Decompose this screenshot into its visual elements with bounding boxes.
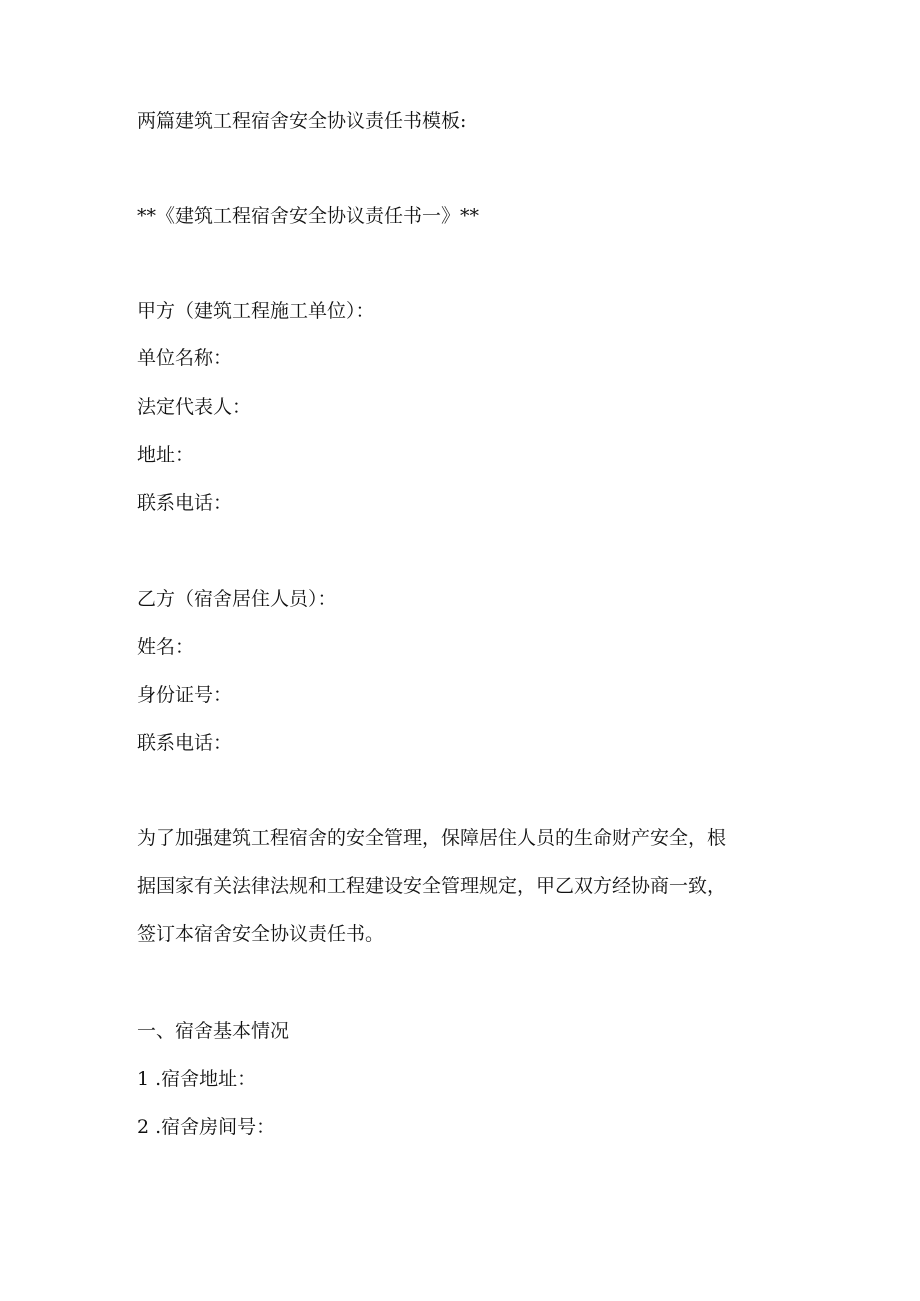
document-subtitle: **《建筑工程宿舍安全协议责任书一》** xyxy=(137,205,480,227)
section-1-item-address: 1 .宿舍地址： xyxy=(137,1068,257,1090)
party-a-heading: 甲方（建筑工程施工单位）： xyxy=(137,300,375,322)
party-a-field-unit-name: 单位名称： xyxy=(137,347,233,369)
section-1-heading: 一、宿舍基本情况 xyxy=(137,1020,290,1042)
party-b-field-name: 姓名： xyxy=(137,636,195,658)
intro-line: 为了加强建筑工程宿舍的安全管理，保障居住人员的生命财产安全，根 xyxy=(137,827,727,849)
section-1-item-room-number: 2 .宿舍房间号： xyxy=(137,1116,276,1138)
document-title: 两篇建筑工程宿舍安全协议责任书模板: xyxy=(137,110,467,132)
party-a-field-legal-rep: 法定代表人： xyxy=(137,396,252,418)
party-b-field-phone: 联系电话： xyxy=(137,732,233,754)
party-b-heading: 乙方（宿舍居住人员）： xyxy=(137,588,337,610)
party-b-field-id-number: 身份证号： xyxy=(137,684,233,706)
party-a-field-phone: 联系电话： xyxy=(137,492,233,514)
intro-line: 签订本宿舍安全协议责任书。 xyxy=(137,923,385,945)
intro-paragraph xyxy=(137,826,777,970)
intro-line: 据国家有关法律法规和工程建设安全管理规定，甲乙双方经协商一致， xyxy=(137,875,727,897)
party-a-field-address: 地址： xyxy=(137,444,195,466)
